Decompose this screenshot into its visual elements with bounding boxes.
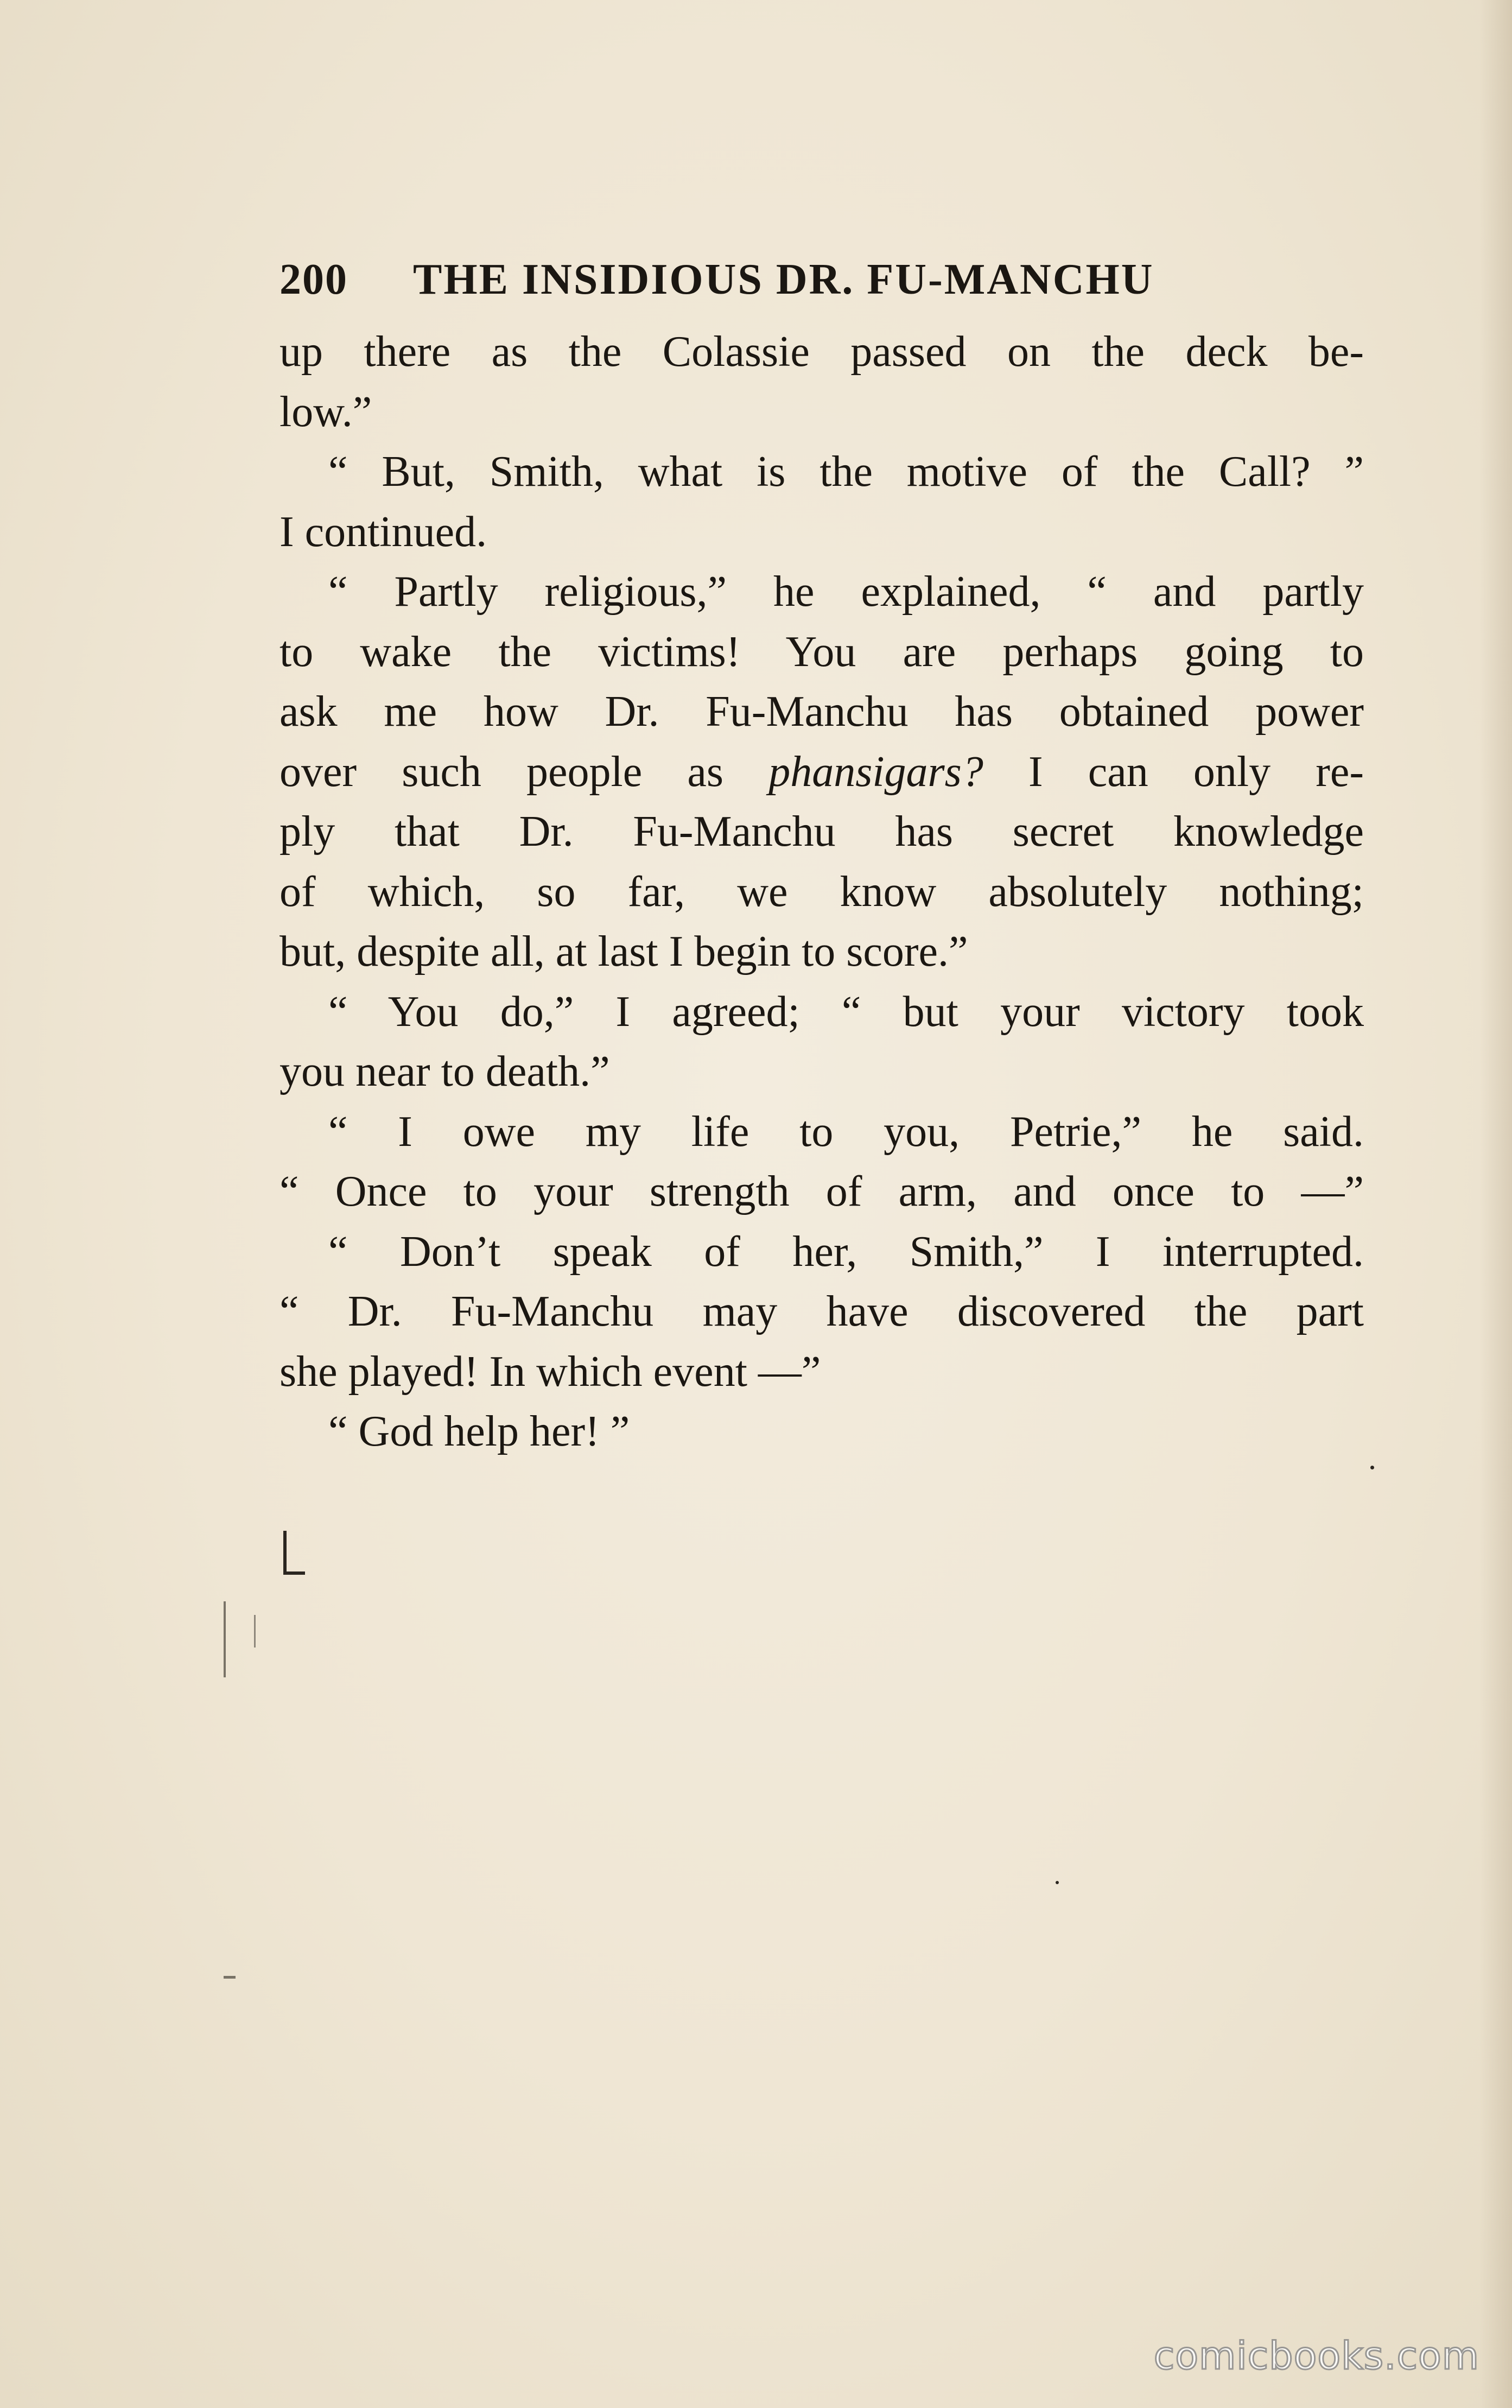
text-line: I continued. [279, 508, 487, 556]
page-number: 200 [279, 256, 348, 303]
italic-word: phansigars? [768, 747, 983, 796]
text-line: “ You do,” I agreed; “ but your victory took [328, 987, 1364, 1036]
watermark-logo: comicbooks.com [1153, 2334, 1479, 2378]
text-line: to wake the victims! You are perhaps going to [279, 628, 1364, 676]
print-mark [1056, 1881, 1059, 1884]
text-line: you near to death.” [279, 1048, 610, 1095]
text-line: “ Once to your strength of arm, and once to —” [279, 1168, 1364, 1215]
running-head: THE INSIDIOUS DR. FU-MANCHU [413, 256, 1154, 303]
text-line: of which, so far, we know absolutely nothing; [279, 867, 1364, 916]
print-mark [254, 1615, 256, 1647]
print-mark [283, 1531, 287, 1574]
page-header [279, 255, 1364, 318]
text-line: ply that Dr. Fu-Manchu has secret knowledge [279, 808, 1364, 856]
text-line: low.” [279, 388, 372, 436]
text-line: “ But, Smith, what is the motive of the Call? ” [328, 448, 1364, 496]
text-line: “ I owe my life to you, Petrie,” he said. [328, 1107, 1364, 1156]
text-line: she played! In which event —” [279, 1347, 821, 1396]
print-mark [224, 1601, 226, 1677]
print-mark [283, 1571, 305, 1575]
text-line-with-italic [279, 742, 1364, 802]
text-segment: I can only re- [983, 747, 1364, 796]
print-mark [1370, 1466, 1374, 1469]
text-line: up there as the Colassie passed on the deck be- [279, 328, 1364, 376]
text-line: “ Don’t speak of her, Smith,” I interrupted. [328, 1227, 1364, 1276]
page-text-block [279, 255, 1364, 1462]
text-line: “ Partly religious,” he explained, “ and partly [328, 568, 1364, 616]
text-line: “ Dr. Fu-Manchu may have discovered the part [279, 1288, 1364, 1335]
print-mark [224, 1976, 236, 1979]
page-edge-shadow [1479, 0, 1512, 2408]
text-segment: over such people as [279, 747, 769, 796]
text-line: but, despite all, at last I begin to score.” [279, 928, 968, 975]
text-line: ask me how Dr. Fu-Manchu has obtained power [279, 688, 1364, 736]
text-line: “ God help her! ” [328, 1408, 630, 1455]
